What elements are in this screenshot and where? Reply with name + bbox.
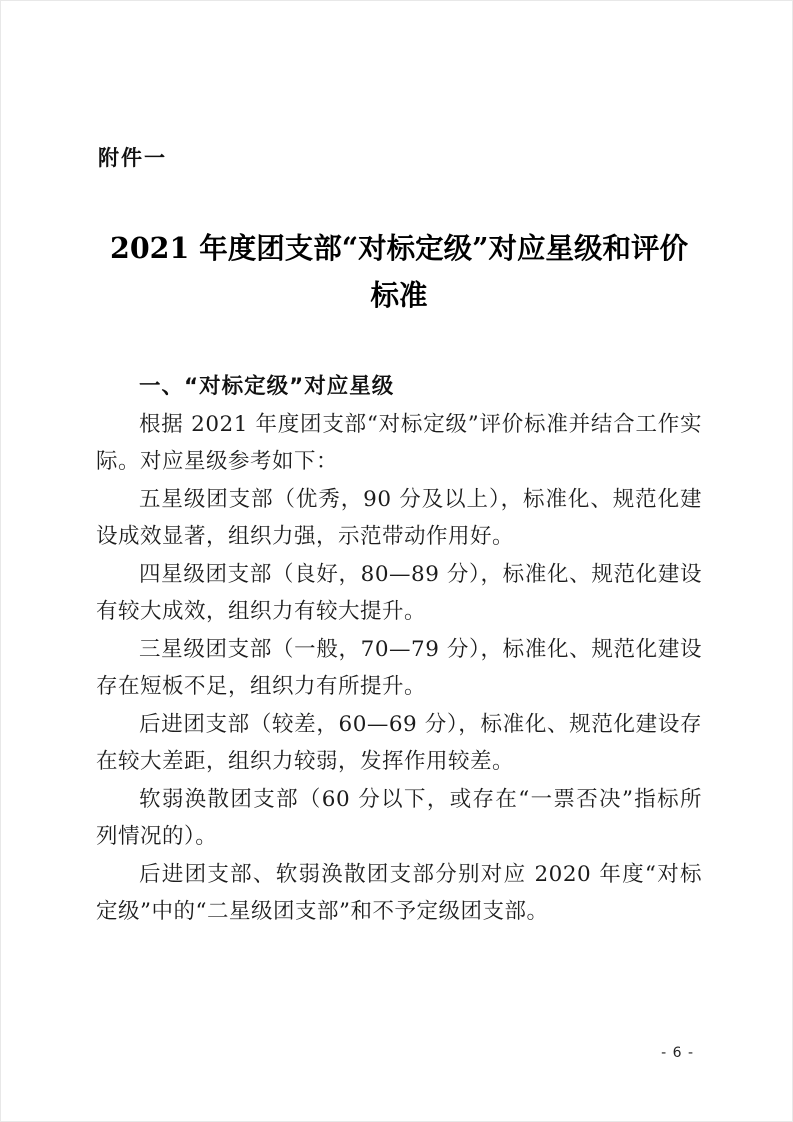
paragraph-four-star: 四星级团支部（良好，80—89 分），标准化、规范化建设有较大成效，组织力有较大提升。 — [96, 561, 702, 624]
paragraph-three-star: 三星级团支部（一般，70—79 分），标准化、规范化建设存在短板不足，组织力有所提升。 — [96, 636, 702, 699]
section-heading: 一、“对标定级”对应星级 — [139, 374, 395, 399]
page-number: - 6 - — [661, 1045, 694, 1061]
paragraph-mapping: 后进团支部、软弱涣散团支部分别对应 2020 年度“对标定级”中的“二星级团支部”和不予定级团支部。 — [96, 861, 702, 924]
paragraph-weak: 软弱涣散团支部（60 分以下，或存在“一票否决”指标所列情况的）。 — [96, 786, 702, 849]
document-body — [96, 368, 702, 931]
paragraph-five-star: 五星级团支部（优秀，90 分及以上），标准化、规范化建设成效显著，组织力强，示范带动作用好。 — [96, 486, 702, 549]
paragraph-intro: 根据 2021 年度团支部“对标定级”评价标准并结合工作实际。对应星级参考如下： — [96, 411, 702, 474]
paragraph-backward: 后进团支部（较差，60—69 分），标准化、规范化建设存在较大差距，组织力较弱，发挥作用较差。 — [96, 711, 702, 774]
attachment-label: 附件一 — [98, 146, 167, 170]
document-title: 2021 年度团支部“对标定级”对应星级和评价标准 — [109, 231, 689, 312]
